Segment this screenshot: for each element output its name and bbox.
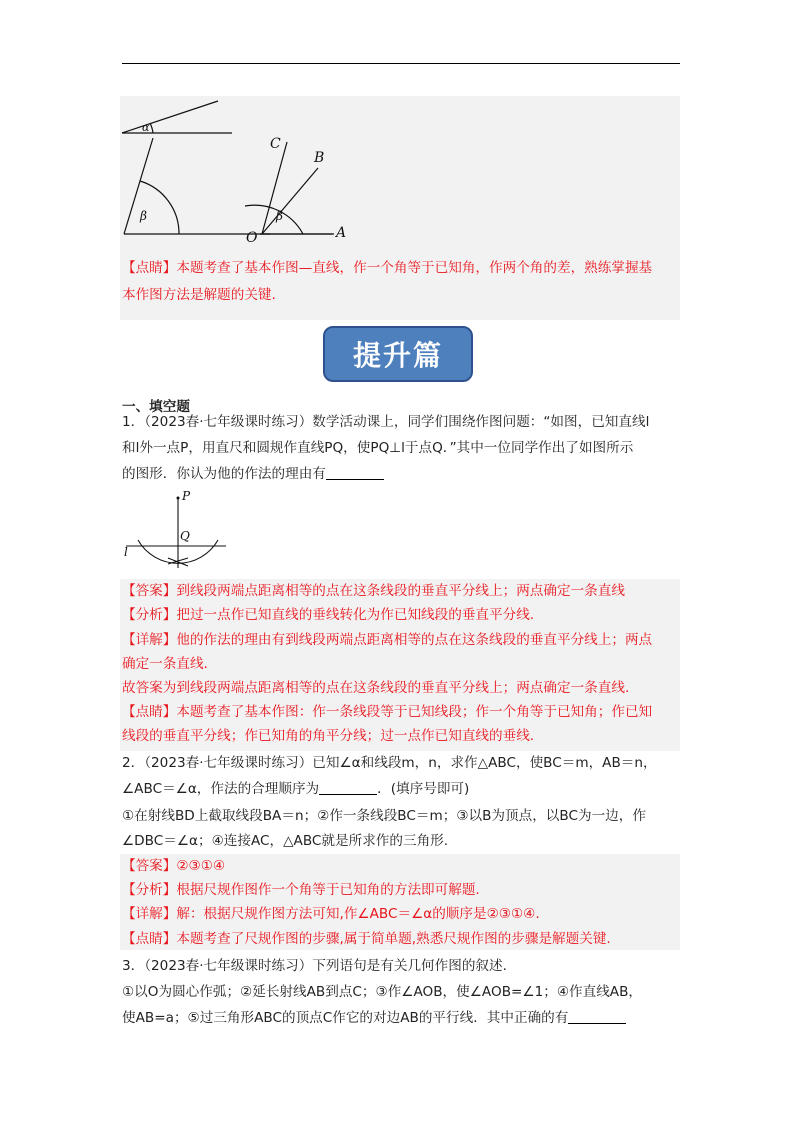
q2-line [122, 779, 469, 799]
q3-line: 3．（2023春·七年级课时练习）下列语句是有关几何作图的叙述. [122, 958, 507, 974]
q3-answer-blank[interactable] [568, 1009, 626, 1024]
q1-line-text: 的图形．你认为他的作法的理由有 [122, 466, 326, 482]
label-b: B [314, 150, 325, 166]
label-p: P [182, 489, 191, 503]
q3-line: ①以O为圆心作弧；②延长射线AB到点C；③作∠AOB，使∠AOB=∠1；④作直线AB， [122, 984, 643, 1000]
q2-line: ∠DBC＝∠α；④连接AC，△ABC就是所求作的三角形. [122, 833, 449, 849]
section-heading: 一、填空题 [122, 399, 190, 415]
q1-answer-line: 故答案为到线段两端点距离相等的点在这条线段的垂直平分线上；两点确定一条直线. [122, 680, 630, 696]
section-title-badge: 提升篇 [323, 326, 473, 382]
q1-answer-line: 线段的垂直平分线；作已知角的角平分线；过一点作已知直线的垂线. [122, 728, 535, 744]
q1-answer-blank[interactable] [326, 465, 384, 480]
q1-line [122, 464, 384, 484]
perpendicular-diagram [122, 488, 232, 578]
q2-answer-line: 【答案】②③①④ [122, 858, 226, 874]
q1-answer-line: 【点睛】本题考查了基本作图：作一条线段等于已知线段；作一个角等于已知角；作已知 [122, 704, 653, 720]
q2-line-text: ∠ABC＝∠α，作法的合理顺序为 [122, 781, 320, 797]
top-comment-line: 本作图方法是解题的关键. [122, 287, 276, 303]
label-beta-2: β [276, 209, 283, 223]
q1-line: 1．（2023春·七年级课时练习）数学活动课上，同学们围绕作图问题：“如图，已知直线l [122, 414, 650, 430]
q1-answer-line: 【详解】他的作法的理由有到线段两端点距离相等的点在这条线段的垂直平分线上；两点 [122, 632, 653, 648]
q1-answer-line: 【分析】把过一点作已知直线的垂线转化为作已知线段的垂直平分线. [122, 607, 535, 623]
top-comment-line: 【点睛】本题考查了基本作图—直线，作一个角等于已知角，作两个角的差，熟练掌握基 [122, 260, 653, 276]
label-beta-1: β [140, 209, 147, 223]
label-a: A [336, 225, 347, 241]
q2-fill-hint: ．(填序号即可) [377, 781, 470, 797]
q2-line: 2．（2023春·七年级课时练习）已知∠α和线段m，n，求作△ABC，使BC＝m，AB＝n， [122, 755, 657, 771]
q2-answer-blank[interactable] [319, 780, 377, 795]
q1-answer-line: 【答案】到线段两端点距离相等的点在这条线段的垂直平分线上；两点确定一条直线 [122, 583, 625, 599]
label-l: l [124, 545, 128, 559]
q2-line: ①在射线BD上截取线段BA＝n；②作一条线段BC＝m；③以B为顶点，以BC为一边，作 [122, 808, 646, 824]
q2-answer-line: 【点睛】本题考查了尺规作图的步骤,属于简单题,熟悉尺规作图的步骤是解题关键. [122, 931, 611, 947]
header-rule [122, 63, 680, 64]
q3-line [122, 1008, 626, 1028]
label-c: C [270, 136, 281, 152]
angle-construction-diagram [120, 96, 680, 246]
q2-answer-line: 【分析】根据尺规作图作一个角等于已知角的方法即可解题. [122, 882, 480, 898]
q3-line-text: 使AB=a；⑤过三角形ABC的顶点C作它的对边AB的平行线．其中正确的有 [122, 1010, 569, 1026]
label-q: Q [180, 529, 190, 543]
label-o: O [246, 230, 258, 246]
q1-line: 和l外一点P，用直尺和圆规作直线PQ，使PQ⊥l于点Q．”其中一位同学作出了如图所示 [122, 440, 634, 456]
label-alpha: α [142, 121, 150, 134]
q2-answer-line: 【详解】解：根据尺规作图方法可知,作∠ABC＝∠α的顺序是②③①④. [122, 906, 540, 922]
q1-answer-line: 确定一条直线. [122, 656, 208, 672]
